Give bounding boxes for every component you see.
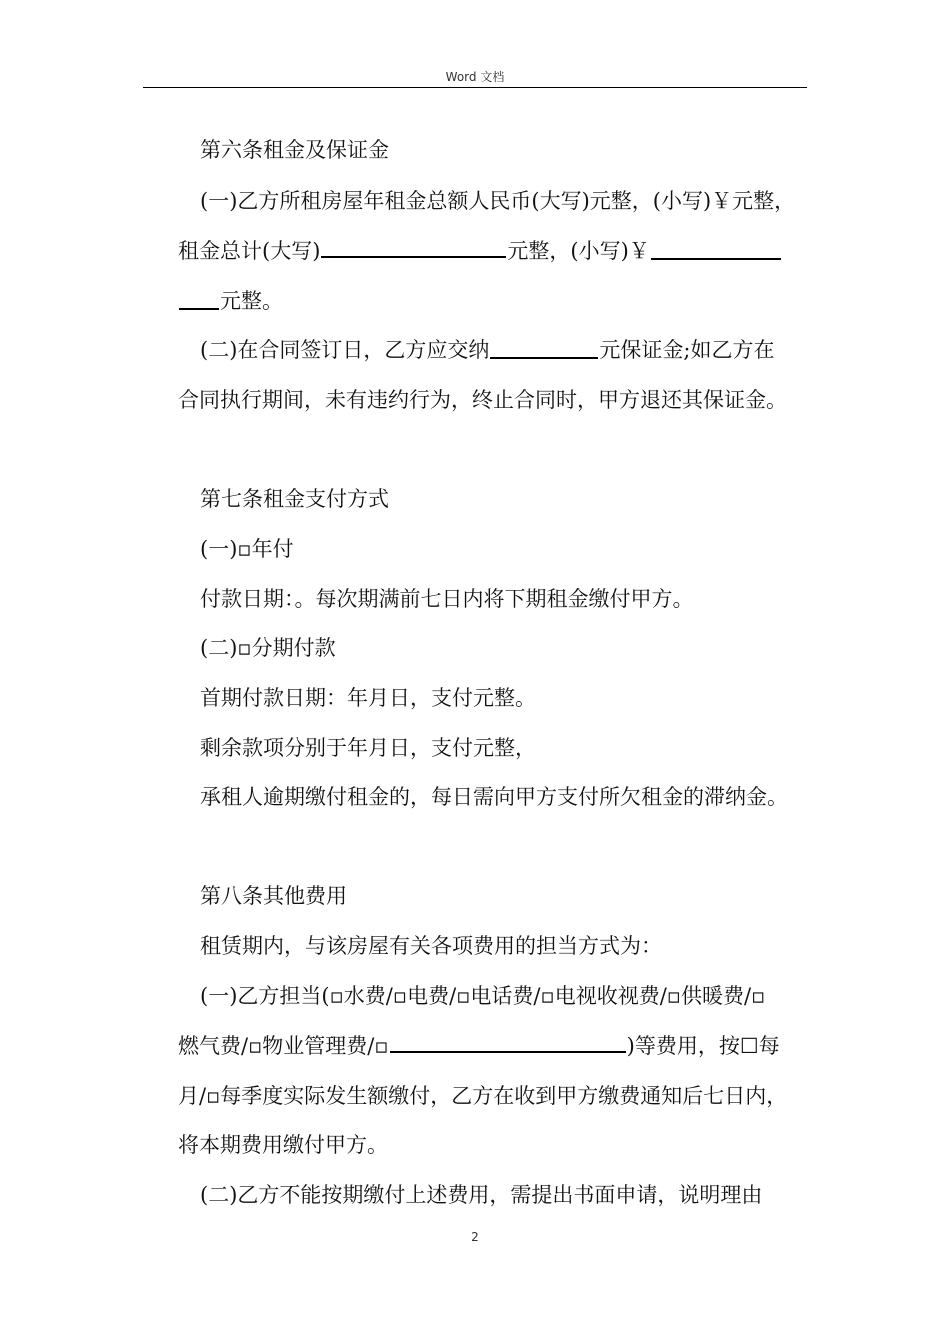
article8-p1-line3: 月/▫每季度实际发生额缴付，乙方在收到甲方缴费通知后七日内，: [178, 1084, 788, 1108]
article6-p1-line3: [178, 287, 283, 315]
article7-opt2: (二)▫分期付款: [200, 636, 336, 660]
blank-rent-total-lowercase: [651, 246, 781, 260]
page-header: Word 文档: [445, 70, 505, 84]
article6-p1-line2-a: 租金总计(大写): [178, 239, 321, 263]
page-number: 2: [471, 1230, 479, 1244]
article8-p2-line1: (二)乙方不能按期缴付上述费用，需提出书面申请，说明理由: [200, 1183, 763, 1207]
blank-deposit: [490, 345, 598, 359]
article6-p2-line1-b: 元保证金;如乙方在: [599, 338, 775, 362]
blank-rent-total-uppercase: [321, 240, 506, 258]
header-rule: [143, 87, 807, 88]
article6-p2-line1: [200, 336, 774, 364]
article8-title: 第八条其他费用: [200, 884, 347, 908]
article8-p1-line2-b: )等费用，按☐每: [626, 1034, 780, 1058]
article7-opt2-first: 首期付款日期：年月日，支付元整。: [200, 686, 536, 710]
article6-p1-line3-text: 元整。: [220, 289, 283, 313]
article8-p1-line1: (一)乙方担当(▫水费/▫电费/▫电话费/▫电视收视费/▫供暖费/▫: [200, 984, 766, 1008]
article7-opt2-rest: 剩余款项分别于年月日，支付元整，: [200, 736, 536, 760]
article7-opt1: (一)▫年付: [200, 537, 294, 561]
article6-p2-line1-a: (二)在合同签订日，乙方应交纳: [200, 338, 490, 362]
article8-intro: 租赁期内，与该房屋有关各项费用的担当方式为：: [200, 934, 662, 958]
article7-opt1-detail: 付款日期：。每次期满前七日内将下期租金缴付甲方。: [200, 587, 694, 611]
article6-p2-line2: 合同执行期间，未有违约行为，终止合同时，甲方退还其保证金。: [178, 388, 787, 412]
blank-rent-total-lowercase-cont: [179, 296, 219, 310]
article8-p1-line4: 将本期费用缴付甲方。: [178, 1133, 388, 1157]
blank-other-fees: [390, 1035, 626, 1053]
article6-p1-line2: [178, 237, 782, 265]
article8-p1-line2-a: 燃气费/▫物业管理费/▫: [178, 1034, 389, 1058]
article7-title: 第七条租金支付方式: [200, 487, 389, 511]
article8-p1-line2: [178, 1032, 780, 1060]
article6-p1-line2-b: 元整，(小写)￥: [507, 239, 650, 263]
article6-p1-line1: (一)乙方所租房屋年租金总额人民币(大写)元整，(小写)￥元整，: [200, 189, 796, 213]
article6-title: 第六条租金及保证金: [200, 138, 389, 162]
article7-late: 承租人逾期缴付租金的，每日需向甲方支付所欠租金的滞纳金。: [200, 785, 788, 809]
